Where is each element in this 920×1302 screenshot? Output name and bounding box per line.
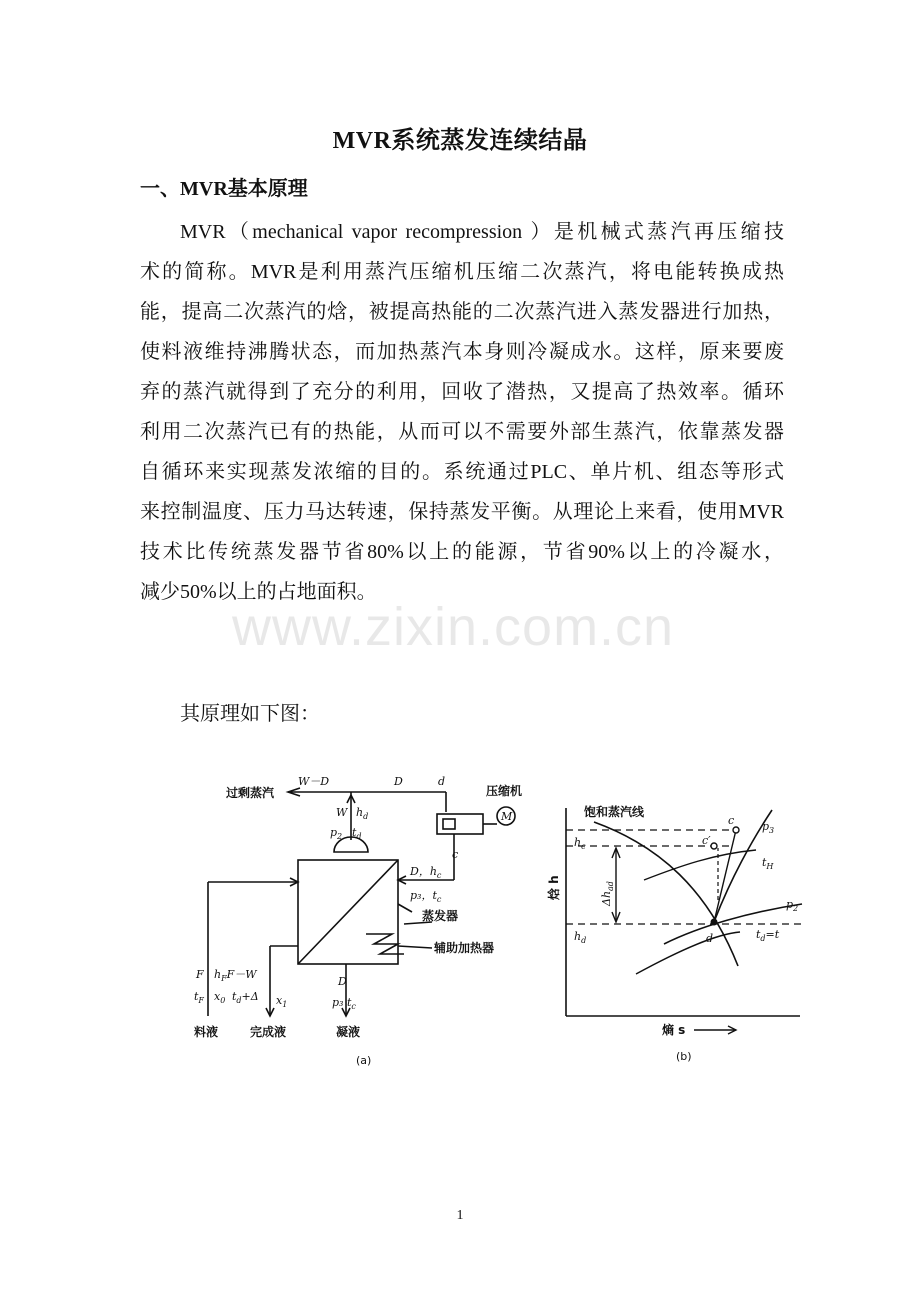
evaporator-body (298, 860, 398, 964)
td-curve (636, 932, 740, 974)
label-w: W (336, 806, 348, 819)
aux-heater-coil (366, 934, 404, 954)
paragraph-line: 术的简称。MVR是利用蒸汽压缩机压缩二次蒸汽，将电能转换成热 (140, 261, 784, 283)
label-hf-f-w: $h_FF-W$ (214, 968, 257, 983)
label-x0: $x_0$ (214, 990, 226, 1005)
label-d-point: d (438, 775, 446, 788)
tH-curve (644, 850, 756, 880)
paragraph-line: 来控制温度、压力马达转速，保持蒸发平衡。从理论上来看，使用MVR (140, 501, 784, 523)
label-tH: $t_H$ (762, 856, 774, 871)
page-number: 1 (456, 1208, 464, 1223)
paragraph-line: 技术比传统蒸发器节省80%以上的能源，节省90%以上的冷凝水， (140, 541, 784, 563)
point-d (711, 919, 717, 925)
body-paragraph (140, 212, 784, 612)
label-c: c (728, 814, 735, 827)
label-tf: $t_F$ (194, 990, 204, 1005)
point-c-prime (711, 843, 717, 849)
label-d: d (706, 932, 714, 945)
saturated-vapor-curve (594, 822, 738, 966)
figure-b-diagram (566, 808, 806, 1034)
p2-isobar (664, 904, 802, 944)
evaporator-diagonal (298, 860, 398, 964)
label-hd: $h_d$ (574, 930, 587, 945)
section-heading: 一、MVR基本原理 (140, 178, 308, 200)
label-x1: $x_1$ (276, 994, 288, 1009)
label-f: F (196, 968, 204, 981)
point-c (733, 827, 739, 833)
evaporator-dome (334, 837, 368, 852)
label-p3: $p_3$ (762, 820, 775, 835)
compressor-body (437, 814, 483, 834)
paragraph-line: 使料液维持沸腾状态，而加热蒸汽本身则冷凝成水。这样，原来要废 (140, 341, 784, 363)
paragraph-line: 减少50%以上的占地面积。 (140, 581, 377, 603)
label-feed: 料液 (194, 1025, 219, 1039)
label-motor: M (501, 810, 513, 823)
label-td-delta: $t_d+\Delta$ (232, 990, 259, 1005)
paragraph-line: 能，提高二次蒸汽的焓，被提高热能的二次蒸汽进入蒸发器进行加热， (140, 301, 784, 323)
paragraph-line: 弃的蒸汽就得到了充分的利用，回收了潜热，又提高了热效率。循环 (140, 381, 784, 403)
motor-circle (497, 807, 515, 825)
label-td: $t_d$ (352, 826, 362, 841)
document-title: MVR系统蒸发连续结晶 (332, 128, 588, 154)
label-aux-heater: 辅助加热器 (434, 941, 495, 955)
label-superheated-steam: 过剩蒸汽 (226, 786, 275, 800)
excess-steam-arrow (288, 788, 300, 796)
figure-b-labels (546, 804, 798, 1063)
p3-isobar (714, 810, 775, 922)
paragraph-line: 利用二次蒸汽已有的热能，从而可以不需要外部生蒸汽，依靠蒸发器 (140, 421, 784, 443)
label-condensate: 凝液 (336, 1025, 361, 1039)
paragraph-line: MVR（mechanical vapor recompression ）是机械式蒸汽再压缩技 (180, 221, 784, 243)
label-c: c (452, 848, 459, 861)
paragraph-line: 自循环来实现蒸发浓缩的目的。系统通过PLC、单片机、组态等形式 (140, 461, 784, 483)
label-p2: $p_2$ (786, 898, 799, 913)
label-hd: $h_d$ (356, 806, 369, 821)
label-entropy-axis: 熵 s (662, 1023, 686, 1037)
label-d-top: D (394, 775, 403, 788)
figure-intro: 其原理如下图： (180, 703, 320, 725)
label-compressor: 压缩机 (486, 784, 523, 798)
label-hc: $h_c$ (574, 836, 586, 851)
label-product: 完成液 (250, 1025, 287, 1039)
label-d-hc: D，$h_c$ (410, 865, 442, 880)
label-evaporator: 蒸发器 (422, 909, 459, 923)
label-c-prime: c′ (702, 834, 711, 847)
label-p2: $p_2$ (330, 826, 343, 841)
watermark: www.zixin.com.cn (232, 597, 675, 657)
vapor-up-arrow (347, 795, 355, 803)
caption-b: (b) (676, 1050, 692, 1063)
figure-a-labels (194, 775, 522, 1067)
label-w-minus-d: W－D (298, 775, 330, 788)
label-delta-h: $\Delta h_{ad}$ (600, 881, 615, 906)
label-p3-tc: p₃，$t_c$ (410, 889, 442, 904)
compression-path (714, 830, 736, 922)
figure-a-diagram (208, 788, 515, 1016)
label-saturated-line: 饱和蒸汽线 (584, 805, 645, 819)
label-d-bottom: D (338, 975, 347, 988)
label-p3-tc-bottom: p₃ $t_c$ (332, 996, 356, 1011)
label-td-eq-t: $t_d=t$ (756, 928, 780, 943)
caption-a: (a) (356, 1054, 372, 1067)
label-enthalpy-axis: 焓 h (547, 875, 561, 900)
